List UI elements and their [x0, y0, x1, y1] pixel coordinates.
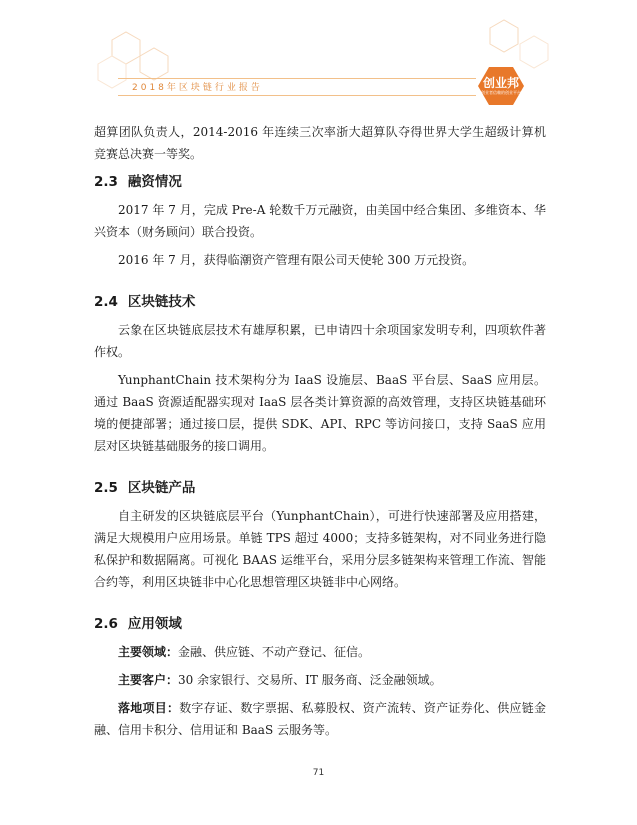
page-number: 71 [312, 768, 325, 778]
section-title: 区块链技术 [127, 294, 196, 310]
section-number: 2.4 [94, 294, 118, 310]
logo-text: 创业邦 [482, 76, 519, 90]
list-item [94, 669, 546, 691]
brand-logo [478, 66, 524, 106]
section-heading-blockchain-product [94, 477, 546, 499]
section-number: 2.5 [94, 480, 118, 496]
item-label: 主要领域： [118, 645, 179, 659]
section-heading-blockchain-tech [94, 291, 546, 313]
section-number: 2.3 [94, 174, 118, 190]
header-rule [118, 78, 476, 79]
section-title: 区块链产品 [127, 480, 196, 496]
logo-subtext: 创业者信赖的创业平台 [481, 90, 521, 95]
report-title: 2018年区块链行业报告 [132, 83, 263, 93]
paragraph: 自主研发的区块链底层平台（YunphantChain），可进行快速部署及应用搭建，满足大规模用户应用场景。单链 TPS 超过 4000；支持多链架构，对不同业务进行隐私保护和数据隔离。可视化 BAAS 运维平台，采用分层多链架构来管理工作流、智能合约等，利用区块链非中心化思想管理区块链非中心网络。 [94, 509, 546, 589]
item-text: 金融、供应链、不动产登记、征信。 [178, 645, 371, 659]
section-heading-financing [94, 171, 546, 193]
item-text: 30 余家银行、交易所、IT 服务商、泛金融领域。 [178, 673, 442, 687]
page-body [94, 121, 546, 741]
section-title: 融资情况 [127, 174, 182, 190]
hexagon-decoration [0, 0, 637, 120]
paragraph: 云象在区块链底层技术有雄厚积累，已申请四十余项国家发明专利，四项软件著作权。 [94, 323, 546, 359]
report-header-bar [118, 78, 476, 96]
section-heading-application [94, 613, 546, 635]
item-label: 落地项目： [118, 701, 180, 715]
header-rule [118, 95, 476, 96]
list-item [94, 697, 546, 741]
item-label: 主要客户： [118, 673, 179, 687]
item-text: 数字存证、数字票据、私募股权、资产流转、资产证券化、供应链金融、信用卡积分、信用证和 BaaS 云服务等。 [94, 701, 546, 737]
section-number: 2.6 [94, 616, 118, 632]
paragraph: 2017 年 7 月，完成 Pre-A 轮数千万元融资，由美国中经合集团、多维资本、华兴资本（财务顾问）联合投资。 [94, 203, 546, 239]
paragraph: YunphantChain 技术架构分为 IaaS 设施层、BaaS 平台层、SaaS 应用层。通过 BaaS 资源适配器实现对 IaaS 层各类计算资源的高效管理，支持区块链基础环境的便捷部署；通过接口层，提供 SDK、API、RPC 等访问接口，支持 SaaS 应用层对区块链基础服务的接口调用。 [94, 373, 546, 453]
paragraph: 2016 年 7 月，获得临潮资产管理有限公司天使轮 300 万元投资。 [118, 253, 475, 267]
list-item [94, 641, 546, 663]
section-title: 应用领域 [127, 616, 182, 632]
intro-paragraph: 超算团队负责人，2014-2016 年连续三次率浙大超算队夺得世界大学生超级计算机竞赛总决赛一等奖。 [94, 125, 546, 161]
